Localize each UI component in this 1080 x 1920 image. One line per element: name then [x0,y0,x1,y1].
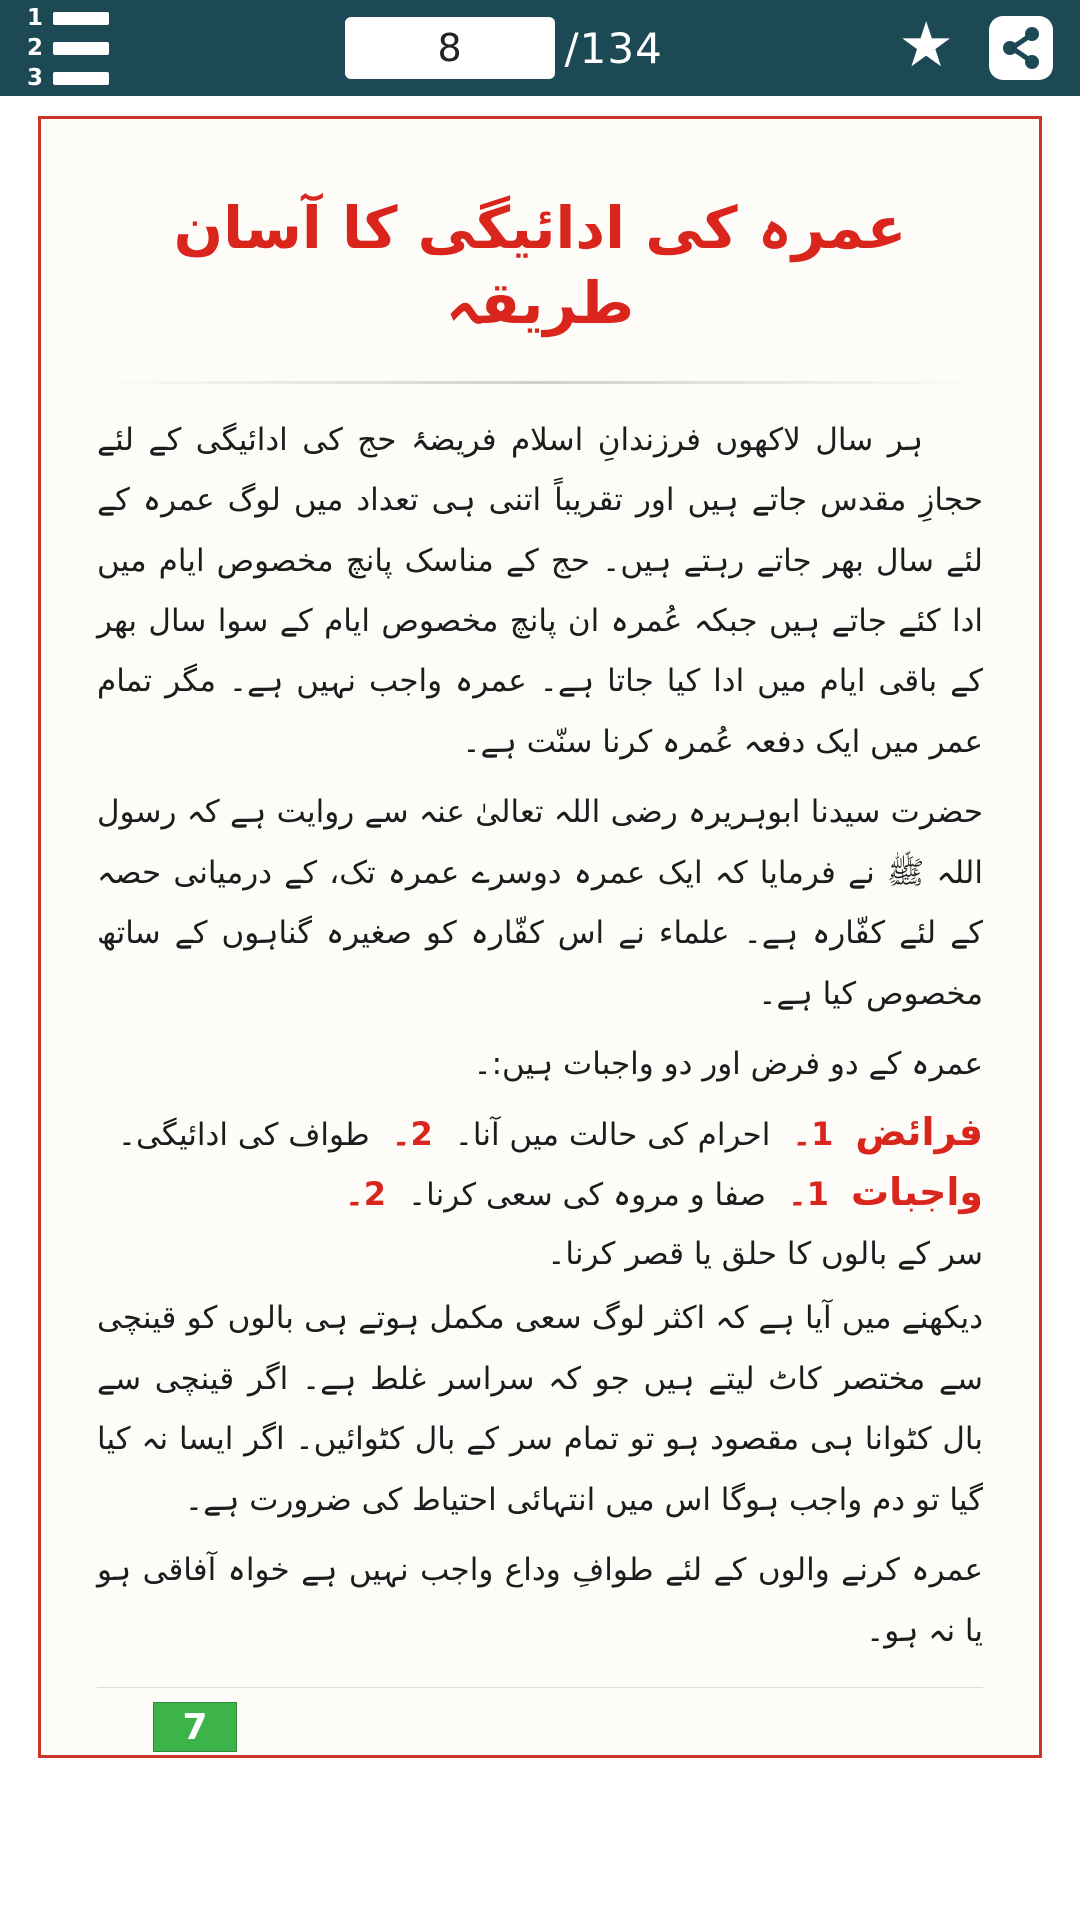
book-page [38,116,1042,1758]
faraiz-item1-number: 1۔ [792,1115,834,1154]
numbered-list-row [26,4,109,31]
wajibat-item1-number: 1۔ [787,1175,829,1214]
wajibat-item1-text: صفا و مروہ کی سعی کرنا۔ [407,1177,766,1214]
page-navigation [109,17,898,79]
page-number-badge: 7 [153,1702,237,1752]
title-divider [97,381,983,384]
bookmark-star-icon[interactable]: ★ [898,8,954,81]
body-text-lower [97,1288,983,1661]
faraiz-label: فرائض [855,1110,983,1155]
faraiz-item1-text: احرام کی حالت میں آنا۔ [454,1117,771,1154]
numbered-list-row [26,64,109,91]
numbered-list-icon[interactable] [26,4,109,91]
numbered-list-bar [53,12,109,25]
paragraph: عمرہ کرنے والوں کے لئے طوافِ وداع واجب نہیں ہے خواہ آفاقی ہو یا نہ ہو۔ [97,1552,983,1649]
numbered-list-bar [53,72,109,85]
page-total-label: /134 [564,23,663,73]
paragraph: دیکھنے میں آیا ہے کہ اکثر لوگ سعی مکمل ہوتے ہی بالوں کو قینچی سے مختصر کاٹ لیتے ہیں جو کہ سراسر غلط ہے۔ اگر قینچی سے بال کٹوانا ہی مقصود ہو تو تمام سر کے بال کٹوائیں۔ اگر ایسا نہ کیا گیا تو دم واجب ہوگا اس میں انتہائی احتیاط کی ضرورت ہے۔ [97,1300,983,1518]
faraiz-item2-text: طواف کی ادائیگی۔ [117,1117,370,1154]
page-title: عمرہ کی ادائیگی کا آسان طریقہ [173,194,907,338]
page-number-input[interactable] [345,17,555,79]
wajibat-item2-text: سر کے بالوں کا حلق یا قصر کرنا۔ [547,1236,983,1273]
numbered-list-digit: 3 [26,64,43,91]
wajibat-item2-number: 2۔ [344,1175,386,1214]
numbered-list-row [26,34,109,61]
numbered-list-bar [53,42,109,55]
share-icon-svg [988,15,1054,81]
faraiz-section [97,1110,983,1154]
faraiz-item2-number: 2۔ [391,1115,433,1154]
page-footer [97,1687,983,1752]
topbar [0,0,1080,96]
numbered-list-digit: 1 [26,4,43,31]
share-icon[interactable] [988,15,1054,81]
body-text [97,410,983,1095]
wajibat-section [97,1170,983,1272]
wajibat-label: واجبات [851,1170,983,1215]
paragraph: عمرہ کے دو فرض اور دو واجبات ہیں:۔ [473,1046,983,1083]
numbered-list-digit: 2 [26,34,43,61]
topbar-actions [898,8,1054,81]
paragraph: حضرت سیدنا ابوہریرہ رضی اللہ تعالیٰ عنہ سے روایت ہے کہ رسول اللہ ﷺ نے فرمایا کہ ایک عمرہ دوسرے عمرہ تک، کے درمیانی حصہ کے لئے کفّارہ ہے۔ علماء نے اس کفّارہ کو صغیرہ گناہوں کے ساتھ مخصوص کیا ہے۔ [97,794,983,1012]
paragraph: ہر سال لاکھوں فرزندانِ اسلام فریضۂ حج کی ادائیگی کے لئے حجازِ مقدس جاتے ہیں اور تقریباً اتنی ہی تعداد میں لوگ عمرہ کے لئے سال بھر جاتے رہتے ہیں۔ حج کے مناسک پانچ مخصوص ایام میں ادا کئے جاتے ہیں جبکہ عُمرہ ان پانچ مخصوص ایام کے سوا سال بھر کے باقی ایام میں ادا کیا جاتا ہے۔ عمرہ واجب نہیں ہے۔ مگر تمام عمر میں ایک دفعہ عُمرہ کرنا سنّت ہے۔ [97,421,983,760]
